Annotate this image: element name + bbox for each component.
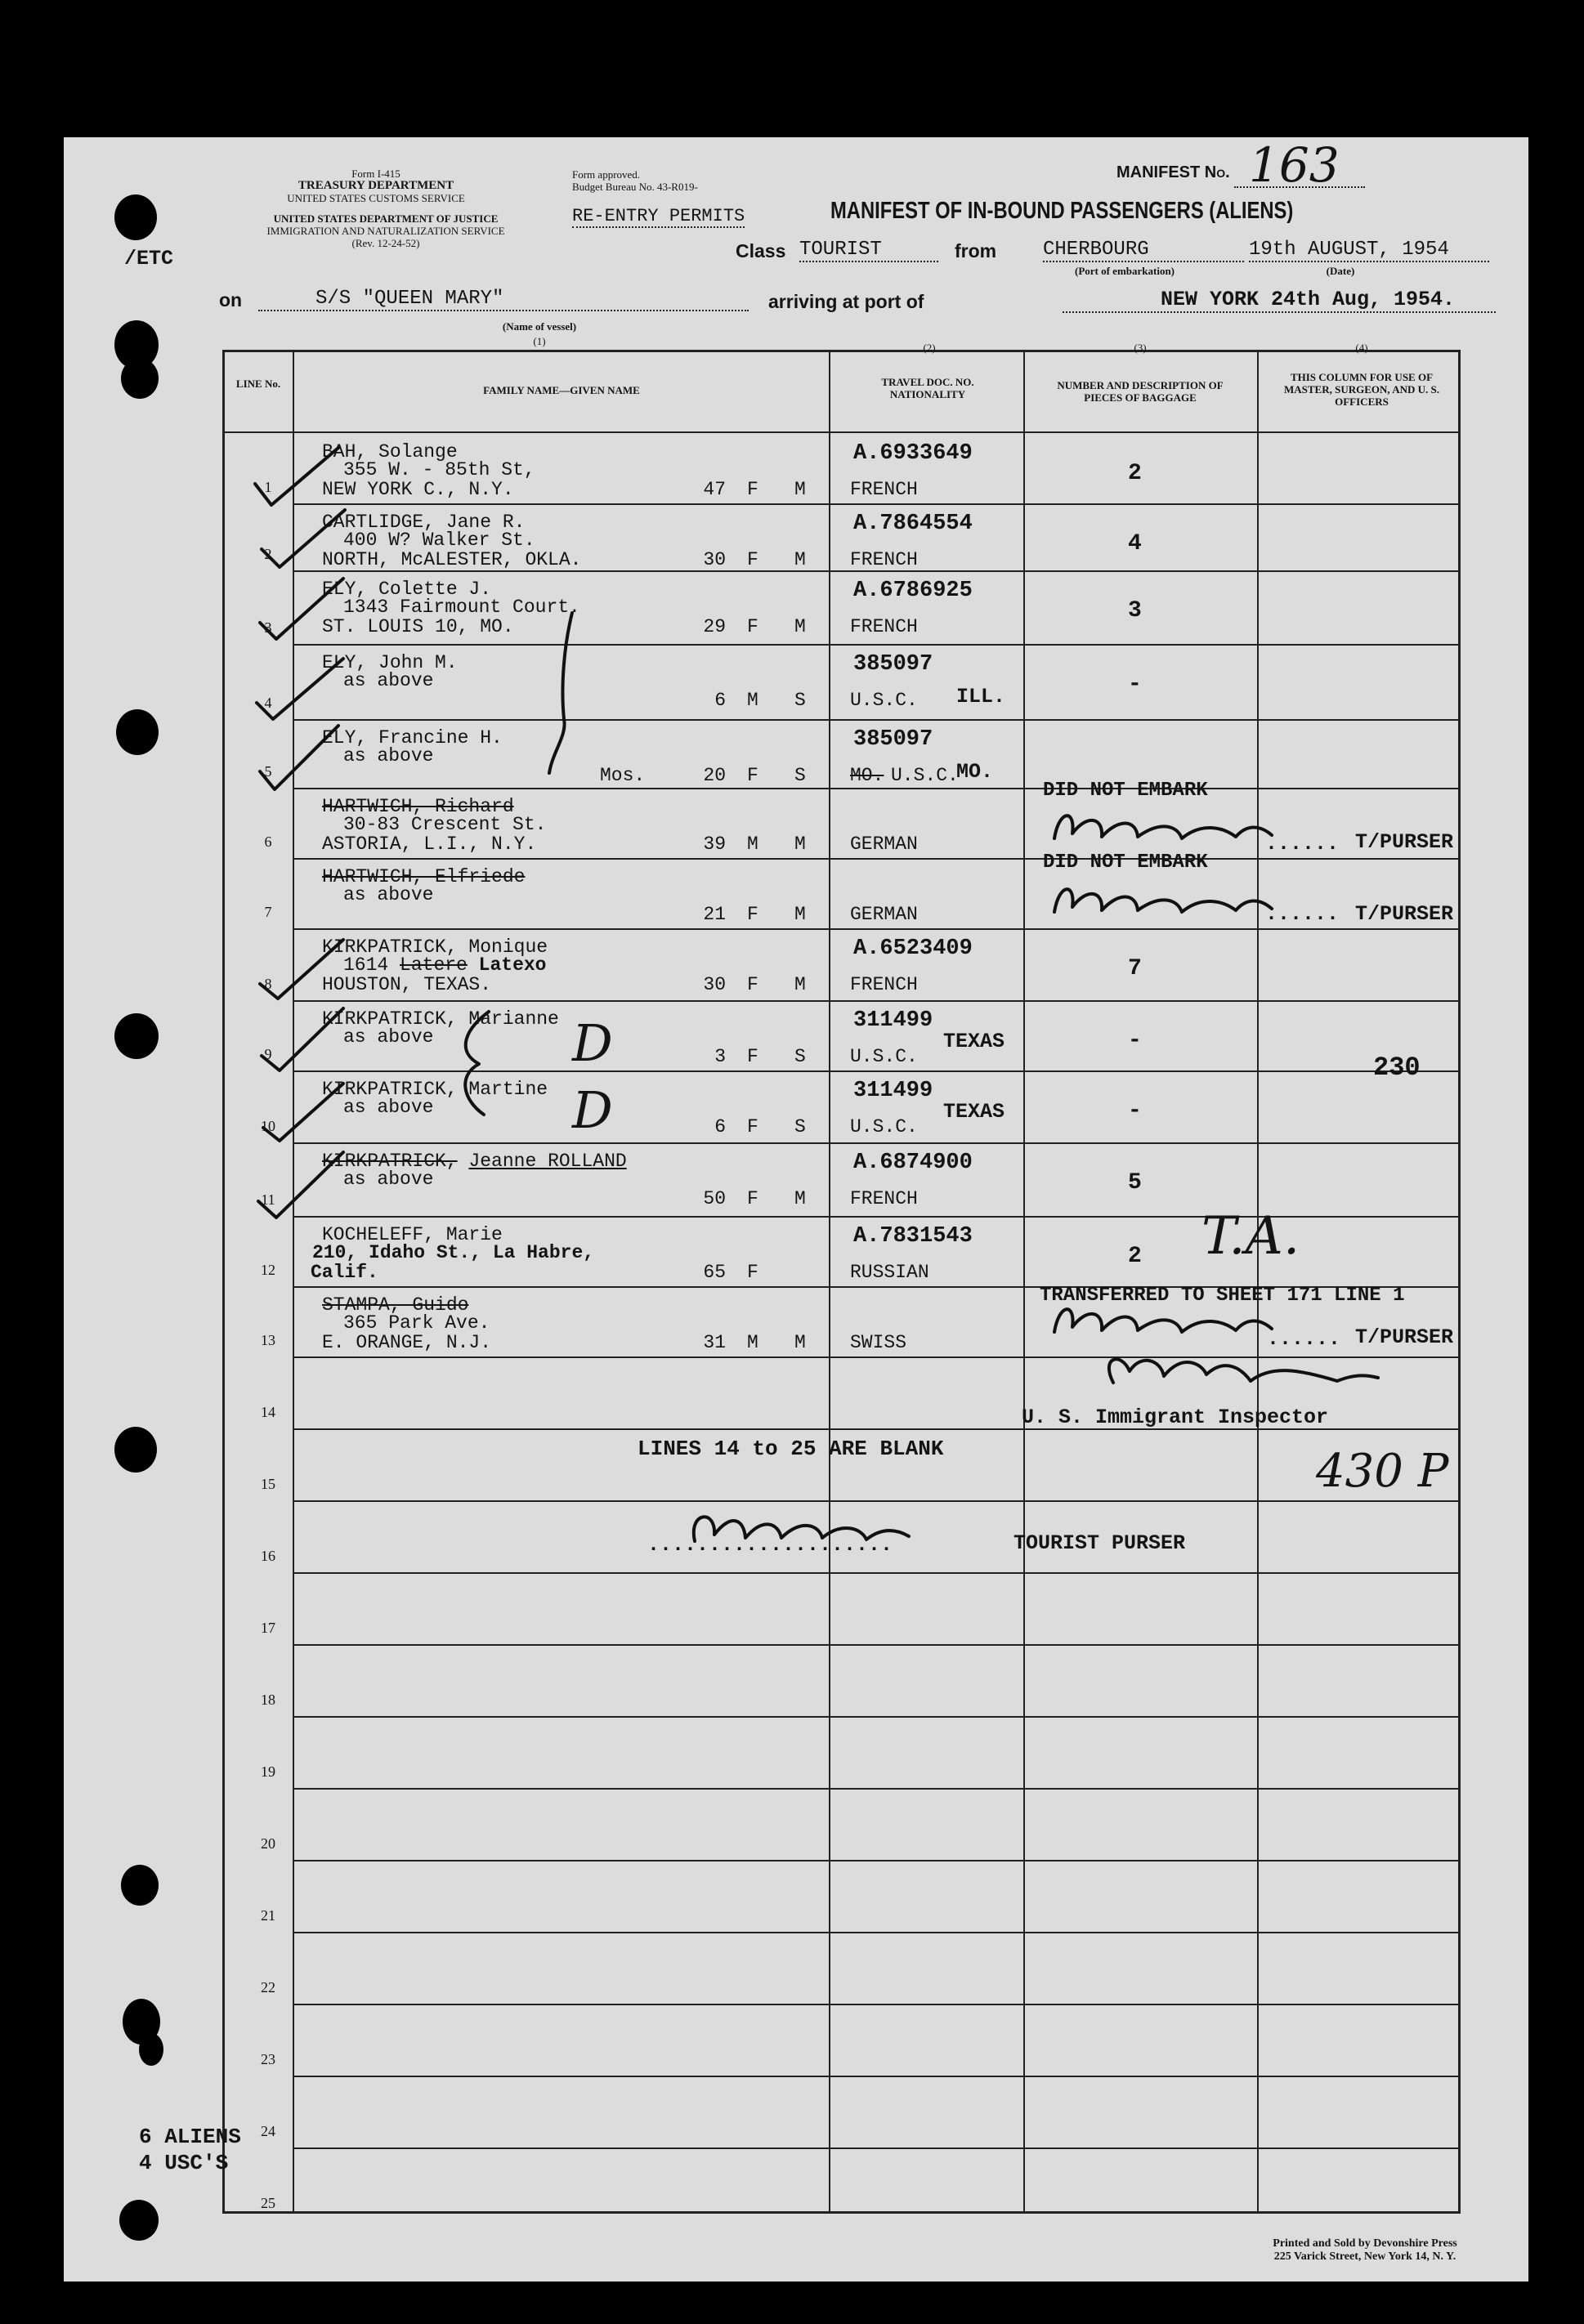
baggage-count: 2 [1128, 461, 1142, 486]
passenger-address: 30-83 Crescent St. [343, 814, 547, 835]
passenger-sex: F [747, 549, 758, 570]
check-mark [260, 726, 338, 789]
d-handwritten-mark: D [572, 1013, 613, 1073]
passenger-name: ELY, John M. [322, 652, 458, 673]
passenger-age: 21 [703, 904, 726, 925]
nationality: U.S.C. [850, 1116, 918, 1137]
check-mark [255, 448, 338, 505]
check-mark [262, 510, 345, 567]
line-number: 6 [264, 834, 272, 850]
nationality: U.S.C. [850, 690, 918, 711]
line-number: 23 [261, 2051, 275, 2067]
manifest-no-handwritten: 163 [1249, 137, 1340, 193]
baggage-count: 3 [1128, 598, 1142, 623]
nationality-struck: MO. [850, 765, 884, 786]
passenger-address: 1614 Latere Latexo [343, 954, 547, 976]
baggage-count: 5 [1128, 1170, 1142, 1196]
baggage-count: - [1128, 672, 1142, 697]
line-number: 5 [264, 763, 272, 780]
line-number: 14 [261, 1404, 275, 1420]
passenger-name: ELY, Colette J. [322, 579, 492, 600]
passenger-city: Calif. [311, 1262, 378, 1283]
immigrant-inspector-label: U. S. Immigrant Inspector [1022, 1406, 1329, 1429]
marital-status: M [794, 1332, 806, 1353]
passenger-city: NEW YORK C., N.Y. [322, 479, 514, 500]
passenger-age: 65 [703, 1262, 726, 1283]
inspector-signature [1109, 1359, 1378, 1383]
arriving-label: arriving at port of [768, 291, 924, 312]
did-not-embark-stamp: DID NOT EMBARK [1043, 851, 1208, 874]
state-note: TEXAS [943, 1030, 1005, 1053]
nationality: GERMAN [850, 834, 918, 855]
passenger-name: ELY, Francine H. [322, 727, 503, 749]
marital-status: M [794, 974, 806, 995]
line-number: 4 [264, 695, 272, 711]
passenger-age: 29 [703, 616, 726, 637]
passenger-city: Mos. [600, 765, 646, 786]
nationality: SWISS [850, 1332, 907, 1353]
passenger-name: HARTWICH, Elfriede [322, 866, 526, 887]
passenger-name: KIRKPATRICK, Monique [322, 936, 548, 958]
passenger-address: as above [343, 745, 434, 766]
passenger-name: KIRKPATRICK, Jeanne ROLLAND [322, 1151, 627, 1172]
line-number: 19 [261, 1763, 275, 1780]
travel-doc-number: 385097 [853, 727, 933, 752]
on-label: on [219, 289, 243, 311]
passenger-name: CARTLIDGE, Jane R. [322, 512, 526, 533]
vessel-caption: (Name of vessel) [502, 320, 577, 333]
tpurser-label: T/PURSER [1355, 1325, 1454, 1349]
baggage-count: 7 [1128, 956, 1142, 981]
from-value: CHERBOURG [1043, 239, 1244, 262]
passenger-address: 1343 Fairmount Court. [343, 597, 580, 618]
line-number: 21 [261, 1907, 275, 1924]
marital-status: M [794, 1188, 806, 1209]
passenger-age: 20 [703, 765, 726, 786]
check-mark [263, 1084, 343, 1141]
line-number: 11 [261, 1191, 275, 1208]
passenger-sex: F [747, 904, 758, 925]
purser-dots: ...... [1265, 832, 1340, 856]
baggage-count: - [1128, 1098, 1142, 1124]
baggage-count: 4 [1128, 531, 1142, 556]
passenger-address: as above [343, 1169, 434, 1190]
printer-line-1: Printed and Sold by Devonshire Press [1273, 2237, 1457, 2250]
nationality: FRENCH [850, 974, 918, 995]
tpurser-label: T/PURSER [1355, 830, 1454, 854]
check-mark [260, 940, 343, 999]
passenger-sex: F [747, 1188, 758, 1209]
officer-number: 230 [1373, 1053, 1421, 1083]
passenger-address: 365 Park Ave. [343, 1312, 490, 1334]
ta-handwritten-note: T.A. [1201, 1206, 1300, 1267]
travel-doc-number: 385097 [853, 652, 933, 677]
check-mark [258, 1152, 343, 1218]
marital-status: M [794, 904, 806, 925]
embarkation-date: 19th AUGUST, 1954 [1249, 239, 1489, 262]
passenger-name: BAH, Solange [322, 441, 458, 463]
did-not-embark-stamp: DID NOT EMBARK [1043, 780, 1208, 802]
tourist-purser-dots: .................... [647, 1533, 893, 1557]
d-handwritten-mark: D [572, 1080, 613, 1140]
passenger-city: E. ORANGE, N.J. [322, 1332, 492, 1353]
marital-status: M [794, 549, 806, 570]
printer-line-2: 225 Varick Street, New York 14, N. Y. [1273, 2250, 1456, 2263]
line-number: 24 [261, 2123, 275, 2139]
state-note: MO. [956, 760, 994, 784]
check-mark [262, 1008, 343, 1070]
line-number: 18 [261, 1692, 275, 1708]
marital-status: M [794, 479, 806, 500]
budget-bureau-no: Budget Bureau No. 43-R019- [572, 181, 698, 193]
col-header-baggage: NUMBER AND DESCRIPTION OF PIECES OF BAGGAGE [1057, 379, 1224, 404]
passenger-age: 39 [703, 834, 726, 855]
treasury-department: TREASURY DEPARTMENT [298, 179, 454, 192]
from-label: from [955, 240, 997, 261]
passenger-name: KIRKPATRICK, Marianne [322, 1008, 559, 1030]
passenger-address: as above [343, 884, 434, 905]
baggage-count: 2 [1128, 1244, 1142, 1269]
nationality: GERMAN [850, 904, 918, 925]
passenger-age: 6 [714, 1116, 726, 1137]
travel-doc-number: A.6786925 [853, 579, 973, 603]
passenger-sex: M [747, 1332, 758, 1353]
line-number: 2 [264, 546, 272, 562]
travel-doc-number: 311499 [853, 1079, 933, 1103]
vessel-name: S/S "QUEEN MARY" [258, 288, 749, 311]
passenger-city: ST. LOUIS 10, MO. [322, 616, 514, 637]
purser-dots: ...... [1267, 1327, 1341, 1351]
passenger-age: 6 [714, 690, 726, 711]
purser-signature [1054, 816, 1272, 838]
justice-department: UNITED STATES DEPARTMENT OF JUSTICE [273, 212, 499, 225]
marital-status: S [794, 1116, 806, 1137]
check-mark [260, 579, 343, 639]
state-note: ILL. [956, 685, 1006, 708]
purser-signature [1054, 889, 1272, 912]
marital-status: S [794, 690, 806, 711]
nationality: RUSSIAN [850, 1262, 929, 1283]
passenger-sex: F [747, 1262, 758, 1283]
transferred-stamp: TRANSFERRED TO SHEET 171 LINE 1 [1040, 1285, 1405, 1307]
passenger-address: 355 W. - 85th St, [343, 459, 535, 480]
nationality: FRENCH [850, 616, 918, 637]
class-value: TOURIST [799, 239, 938, 262]
line-number: 3 [264, 619, 272, 636]
line-number: 22 [261, 1979, 275, 1996]
col-index-3: (3) [1134, 342, 1147, 354]
line-number: 7 [264, 904, 272, 920]
line-number: 1 [264, 479, 272, 495]
form-approved: Form approved. [572, 168, 641, 181]
marital-status: S [794, 765, 806, 786]
travel-doc-number: A.6523409 [853, 936, 973, 961]
passenger-name: HARTWICH, Richard [322, 796, 514, 817]
passenger-age: 31 [703, 1332, 726, 1353]
manifest-title: MANIFEST OF IN-BOUND PASSENGERS (ALIENS) [830, 198, 1294, 224]
passenger-age: 30 [703, 549, 726, 570]
passenger-age: 47 [703, 479, 726, 500]
purser-signature [1054, 1309, 1272, 1332]
line-number: 15 [261, 1476, 275, 1492]
check-mark [257, 659, 343, 719]
passenger-sex: F [747, 1116, 758, 1137]
col-index-4: (4) [1355, 342, 1368, 354]
line-number: 12 [261, 1262, 275, 1278]
passenger-city: NORTH, McALESTER, OKLA. [322, 549, 582, 570]
tourist-purser-label: TOURIST PURSER [1013, 1531, 1186, 1555]
code-stamp: /ETC [124, 247, 174, 270]
passenger-address: as above [343, 670, 434, 691]
reentry-permits-stamp: RE-ENTRY PERMITS [572, 206, 745, 226]
nationality: FRENCH [850, 479, 918, 500]
customs-service: UNITED STATES CUSTOMS SERVICE [287, 192, 465, 204]
passenger-address: 210, Idaho St., La Habre, [312, 1242, 595, 1263]
passenger-sex: M [747, 690, 758, 711]
travel-doc-number: A.6933649 [853, 441, 973, 466]
passenger-city: ASTORIA, L.I., N.Y. [322, 834, 537, 855]
passenger-sex: M [747, 834, 758, 855]
col-header-officers: THIS COLUMN FOR USE OF MASTER, SURGEON, AND U. S. OFFICERS [1284, 371, 1439, 408]
passenger-sex: F [747, 616, 758, 637]
baggage-count: - [1128, 1028, 1142, 1053]
travel-doc-number: 311499 [853, 1008, 933, 1033]
travel-doc-number: A.7831543 [853, 1224, 973, 1249]
bracket-mark [549, 613, 572, 773]
passenger-age: 30 [703, 974, 726, 995]
passenger-city: HOUSTON, TEXAS. [322, 974, 492, 995]
marital-status: M [794, 616, 806, 637]
travel-doc-number: A.7864554 [853, 512, 973, 536]
revision-date: (Rev. 12-24-52) [351, 237, 420, 249]
ins-service: IMMIGRATION AND NATURALIZATION SERVICE [266, 225, 505, 237]
nationality: FRENCH [850, 1188, 918, 1209]
passenger-age: 3 [714, 1046, 726, 1067]
class-label: Class [736, 240, 786, 261]
line-number: 17 [261, 1620, 275, 1636]
aliens-count: 6 ALIENS [139, 2125, 241, 2149]
line-number: 10 [261, 1118, 275, 1134]
col-header-travel-doc: TRAVEL DOC. NO. NATIONALITY [881, 376, 974, 400]
manifest-no-label: MANIFEST No. [1116, 163, 1230, 181]
passenger-sex: F [747, 1046, 758, 1067]
blank-lines-note: LINES 14 to 25 ARE BLANK [638, 1437, 944, 1461]
form-number: Form I-415 [351, 168, 400, 180]
purser-dots: ...... [1265, 902, 1340, 926]
count-handwritten-note: 430 P [1316, 1445, 1449, 1498]
passenger-name: STAMPA, Guido [322, 1294, 469, 1316]
line-number: 8 [264, 976, 272, 992]
tourist-purser-signature [694, 1517, 909, 1541]
date-caption: (Date) [1326, 265, 1355, 277]
usc-count: 4 USC'S [139, 2151, 229, 2175]
line-number: 25 [261, 2195, 275, 2211]
passenger-name: KOCHELEFF, Marie [322, 1224, 503, 1245]
col-header-family-name: FAMILY NAME—GIVEN NAME [483, 384, 640, 396]
nationality: U.S.C. [850, 1046, 918, 1067]
marital-status: S [794, 1046, 806, 1067]
passenger-sex: F [747, 974, 758, 995]
line-number: 9 [264, 1046, 272, 1062]
travel-doc-number: A.6874900 [853, 1151, 973, 1175]
passenger-sex: F [747, 765, 758, 786]
tpurser-label: T/PURSER [1355, 902, 1454, 926]
marital-status: M [794, 834, 806, 855]
line-number: 13 [261, 1332, 275, 1348]
nationality: U.S.C. [891, 765, 959, 786]
line-number: 20 [261, 1835, 275, 1852]
passenger-address: 400 W? Walker St. [343, 530, 535, 551]
passenger-address: as above [343, 1026, 434, 1048]
port-of-embarkation-caption: (Port of embarkation) [1074, 265, 1175, 277]
passenger-address: as above [343, 1097, 434, 1118]
state-note: TEXAS [943, 1100, 1005, 1124]
arrival-port-date: NEW YORK 24th Aug, 1954. [1063, 288, 1496, 313]
column-1-index: (1) [533, 335, 546, 347]
passenger-age: 50 [703, 1188, 726, 1209]
line-number: 16 [261, 1548, 275, 1564]
nationality: FRENCH [850, 549, 918, 570]
col-index-2: (2) [923, 342, 936, 354]
passenger-name: KIRKPATRICK, Martine [322, 1079, 548, 1100]
bracket-mark [465, 1012, 489, 1115]
passenger-sex: F [747, 479, 758, 500]
col-header-line-no: LINE No. [235, 378, 281, 390]
